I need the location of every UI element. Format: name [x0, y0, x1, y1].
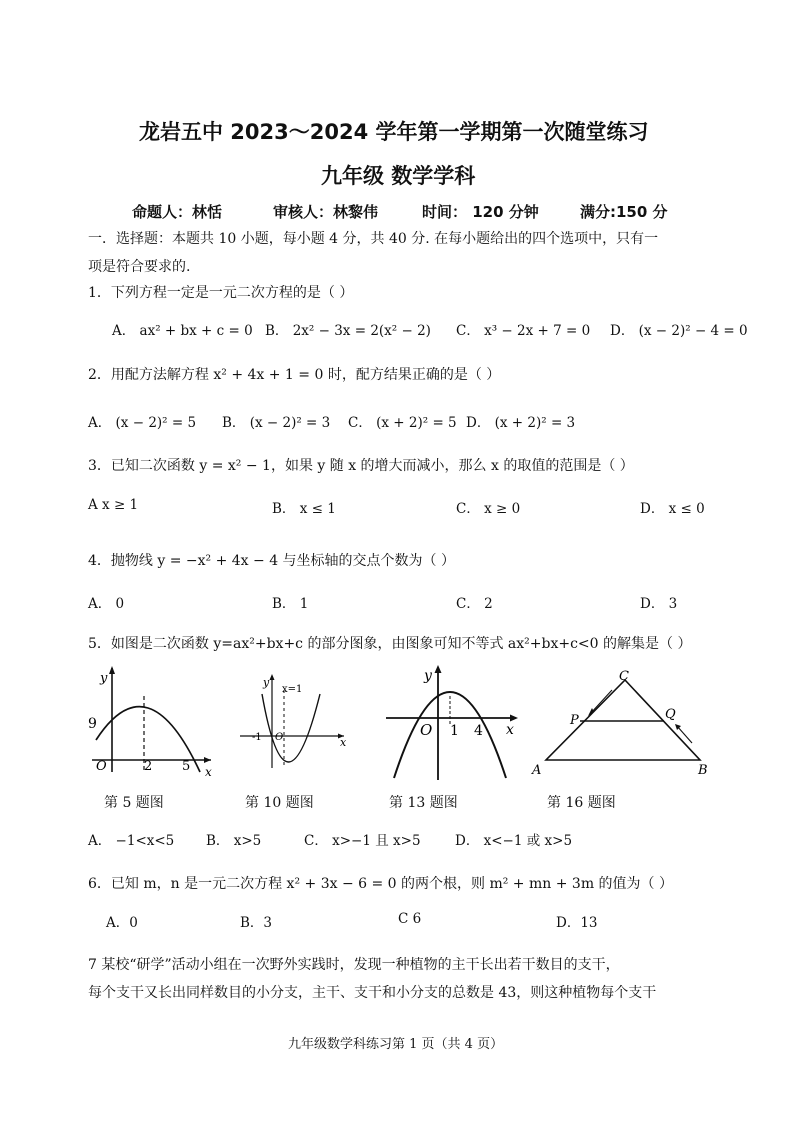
- q2-option-d: D． (x + 2)² = 3: [466, 415, 576, 431]
- author: 命题人：林恬: [132, 203, 223, 221]
- fig13-x-label: x: [506, 722, 514, 738]
- fig5-origin: O: [96, 759, 107, 774]
- full-score: 满分:150 分: [580, 203, 668, 221]
- fig10-axis-label: x=1: [282, 684, 303, 695]
- q4-option-d: D． 3: [640, 596, 678, 612]
- question-7-stem-line2: 每个支干又长出同样数目的小分支，主干、支干和小分支的总数是 43，则这种植物每个支干: [88, 985, 657, 1001]
- q3-option-d: D． x ≤ 0: [640, 501, 705, 517]
- fig13-x-tick-4: 4: [474, 723, 483, 739]
- q2-option-b: B． (x − 2)² = 3: [222, 415, 331, 431]
- q3-option-b: B． x ≤ 1: [272, 501, 336, 517]
- fig5-x-tick-2: 2: [144, 759, 153, 774]
- section-instruction-line2: 项是符合要求的.: [88, 259, 191, 275]
- fig16-label-b: B: [698, 763, 708, 778]
- fig10-x-tick: -1: [252, 732, 262, 743]
- fig16-label-c: C: [619, 669, 629, 684]
- q1-option-a: A． ax² + bx + c = 0: [112, 323, 253, 339]
- figure-5-caption: 第 5 题图: [104, 795, 164, 811]
- figure-13-graph: [382, 660, 522, 785]
- q1-option-d: D． (x − 2)² − 4 = 0: [610, 323, 748, 339]
- fig13-origin: O: [420, 721, 433, 739]
- question-4-stem: 4．抛物线 y = −x² + 4x − 4 与坐标轴的交点个数为（ ）: [88, 553, 456, 569]
- fig16-label-q: Q: [665, 707, 676, 722]
- page-title: 龙岩五中 2023～2024 学年第一学期第一次随堂练习: [139, 120, 649, 144]
- q5-option-b: B． x>5: [206, 833, 262, 849]
- question-1-stem: 1．下列方程一定是一元二次方程的是（ ）: [88, 285, 354, 301]
- figure-10-graph: [236, 670, 356, 775]
- q1-option-c: C． x³ − 2x + 7 = 0: [456, 323, 591, 339]
- q6-option-c: C 6: [398, 911, 422, 927]
- question-6-stem: 6．已知 m，n 是一元二次方程 x² + 3x − 6 = 0 的两个根，则 m² + mn + 3m 的值为（ ）: [88, 876, 673, 892]
- fig10-origin: O: [275, 732, 284, 743]
- question-5-stem: 5．如图是二次函数 y=ax²+bx+c 的部分图象，由图象可知不等式 ax²+bx+c<0 的解集是（ ）: [88, 636, 692, 652]
- q2-option-a: A． (x − 2)² = 5: [88, 415, 197, 431]
- fig10-x-label: x: [340, 736, 347, 749]
- q6-option-d: D．13: [556, 915, 598, 931]
- q5-option-c: C． x>−1 且 x>5: [304, 833, 421, 849]
- figure-13-caption: 第 13 题图: [389, 795, 458, 811]
- figure-5-graph: [86, 660, 216, 780]
- q6-option-a: A．0: [106, 915, 138, 931]
- fig10-y-label: y: [263, 676, 270, 689]
- time-limit: 时间： 120 分钟: [422, 203, 539, 221]
- q1-option-b: B． 2x² − 3x = 2(x² − 2): [265, 323, 431, 339]
- q4-option-c: C． 2: [456, 596, 493, 612]
- fig13-y-label: y: [424, 668, 432, 684]
- q2-option-c: C． (x + 2)² = 5: [348, 415, 457, 431]
- q3-option-a: A x ≥ 1: [88, 497, 139, 513]
- figure-10-caption: 第 10 题图: [245, 795, 314, 811]
- figure-16-caption: 第 16 题图: [547, 795, 616, 811]
- q3-option-c: C． x ≥ 0: [456, 501, 521, 517]
- fig16-arrow-q: [677, 726, 692, 743]
- fig16-label-p: P: [570, 713, 579, 728]
- fig16-arrow-p: [590, 690, 612, 714]
- q6-option-b: B．3: [240, 915, 273, 931]
- question-2-stem: 2．用配方法解方程 x² + 4x + 1 = 0 时，配方结果正确的是（ ）: [88, 367, 501, 383]
- fig5-y-tick: 9: [88, 716, 97, 732]
- q5-option-a: A． −1<x<5: [88, 833, 175, 849]
- q5-option-d: D． x<−1 或 x>5: [455, 833, 573, 849]
- question-3-stem: 3．已知二次函数 y = x² − 1，如果 y 随 x 的增大而减小，那么 x 的取值的范围是（ ）: [88, 458, 634, 474]
- fig5-y-label: y: [100, 671, 108, 686]
- q4-option-b: B． 1: [272, 596, 309, 612]
- fig5-x-label: x: [205, 765, 212, 779]
- q4-option-a: A． 0: [88, 596, 125, 612]
- fig5-x-tick-5: 5: [182, 759, 191, 774]
- reviewer: 审核人：林黎伟: [273, 203, 379, 221]
- section-instruction-line1: 一．选择题：本题共 10 小题，每小题 4 分，共 40 分. 在每小题给出的四个选项中，只有一: [88, 231, 659, 247]
- fig13-x-tick-1: 1: [450, 723, 459, 739]
- question-7-stem-line1: 7 某校“研学”活动小组在一次野外实践时，发现一种植物的主干长出若干数目的支干，: [88, 957, 620, 973]
- fig10-parabola: [262, 694, 320, 762]
- figure-16-triangle: [530, 668, 720, 780]
- page-footer: 九年级数学科练习第 1 页（共 4 页）: [288, 1037, 504, 1052]
- page-subtitle: 九年级 数学学科: [321, 164, 476, 188]
- fig16-label-a: A: [532, 763, 542, 778]
